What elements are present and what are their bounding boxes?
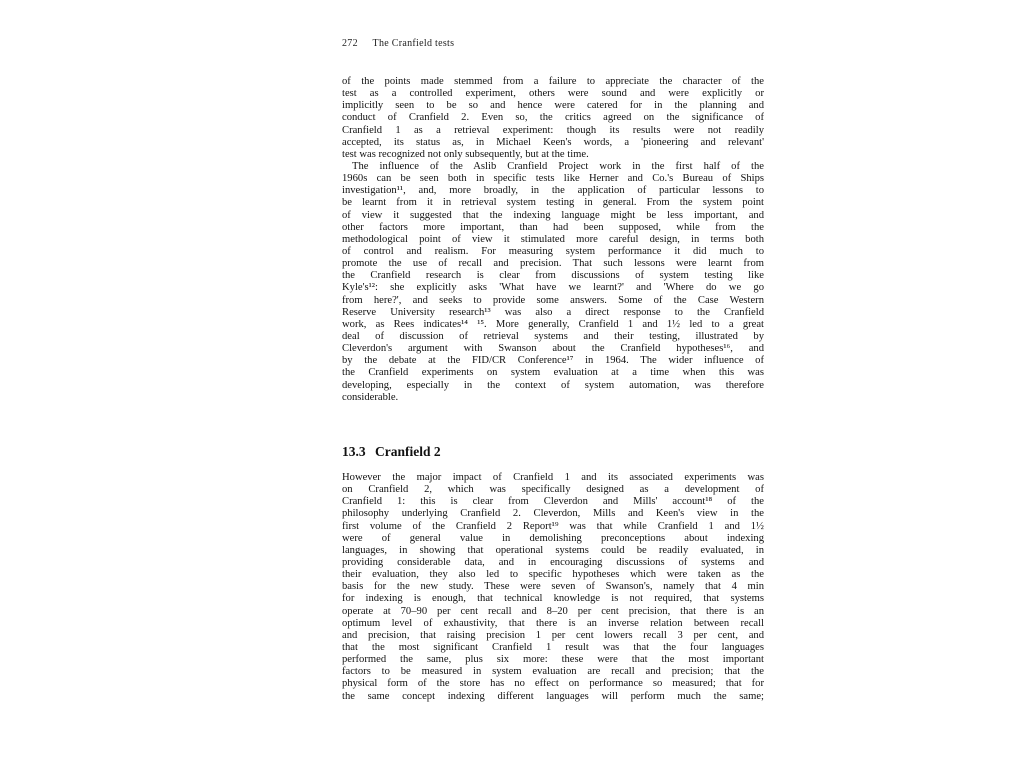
text-line: other factors more important, than had been supposed, while from the [342,221,764,233]
text-line: for indexing is enough, that technical knowledge is not required, that systems [342,593,764,605]
text-line: and precision, that raising precision 1 per cent lowers recall 3 per cent, and [342,629,764,641]
text-line: performed the same, plus six more: these were that the most important [342,654,764,666]
text-line: the Cranfield experiments on system evaluation at a time when this was [342,367,764,379]
text-line: that the most significant Cranfield 1 result was that the four languages [342,641,764,653]
text-line: of view it suggested that the indexing language might be less important, and [342,209,764,221]
text-line: physical form of the store has no effect on performance so measured; that for [342,678,764,690]
text-line: on Cranfield 2, which was specifically designed as a development of [342,484,764,496]
text-line: developing, especially in the context of system automation, was therefore [342,379,764,391]
text-line: test was recognized not only subsequently, but at the time. [342,148,589,160]
text-line: methodological point of view it stimulated more careful design, in terms both [342,233,764,245]
text-line: by the debate at the FID/CR Conference¹⁷ in 1964. The wider influence of [342,355,764,367]
text-line: languages, in showing that operational systems could be readily evaluated, in [342,544,764,556]
text-line: operate at 70–90 per cent recall and 8–20 per cent precision, that there is an [342,605,764,617]
text-line: Cranfield 1 as a retrieval experiment: though its results were not readily [342,124,764,136]
text-line: Cranfield 1: this is clear from Cleverdon and Mills' account¹⁸ of the [342,496,764,508]
text-line: Reserve University research¹³ was also a direct response to the Cranfield [342,306,764,318]
text-line: investigation¹¹, and, more broadly, in the application of particular lessons to [342,185,764,197]
text-line: promote the use of recall and precision. That such lessons were learnt from [342,258,764,270]
text-line: were of general value in demolishing preconceptions about indexing [342,532,764,544]
text-line: implicitly seen to be so and hence were catered for in the planning and [342,100,764,112]
section-number: 13.3 [342,444,366,459]
book-page [336,36,764,766]
text-line: of control and realism. For measuring system performance it did much to [342,245,764,257]
text-line: However the major impact of Cranfield 1 and its associated experiments was [342,472,764,483]
text-line: philosophy underlying Cranfield 2. Cleverdon, Mills and Keen's view in the [342,508,764,520]
text-line: their evaluation, they also led to specific hypotheses which were taken as the [342,569,764,581]
text-line: providing considerable data, and in encouraging discussions of systems and [342,556,764,568]
text-line: Kyle's¹²: she explicitly asks 'What have we learnt?' and 'Where do we go [342,282,764,294]
page-number: 272 [342,38,358,49]
text-line: test as a controlled experiment, others were sound and were explicitly or [342,88,764,100]
text-line: first volume of the Cranfield 2 Report¹⁹ was that while Cranfield 1 and 1½ [342,520,764,532]
text-line: the same concept indexing different languages will perform much the same; [342,690,764,702]
text-line: conduct of Cranfield 2. Even so, the critics agreed on the significance of [342,112,764,124]
text-line: The influence of the Aslib Cranfield Project work in the first half of the [352,160,764,172]
text-line: factors to be measured in system evaluation are recall and precision; that the [342,666,764,678]
running-title: The Cranfield tests [372,38,455,49]
text-line: optimum level of exhaustivity, that there is an inverse relation between recall [342,617,764,629]
text-line: the Cranfield research is clear from discussions of system testing like [342,270,764,282]
paragraph-1 [342,76,764,161]
text-line: deal of discussion of retrieval systems and their testing, illustrated by [342,330,764,342]
text-line: basis for the new study. These were seven of Swanson's, namely that 4 min [342,581,764,593]
section-title: Cranfield 2 [375,444,441,459]
text-line: Cleverdon's argument with Swanson about the Cranfield hypotheses¹⁶, and [342,343,764,355]
text-line: considerable. [342,391,399,403]
section-heading [342,444,441,460]
body-text-bottom [342,472,764,703]
running-head [342,38,454,49]
body-text-top [342,76,764,404]
text-line: from here?', and seeks to provide some answers. Some of the Case Western [342,294,764,306]
text-line: work, as Rees indicates¹⁴ ¹⁵. More generally, Cranfield 1 and 1½ led to a great [342,318,764,330]
text-line: accepted, its status as, in Michael Keen's words, a 'pioneering and relevant' [342,136,764,148]
text-line: be learnt from it in retrieval system testing in general. From the system point [342,197,764,209]
paragraph-2 [342,161,764,404]
text-line: of the points made stemmed from a failure to appreciate the character of the [342,76,764,87]
text-line: 1960s can be seen both in specific tests like Herner and Co.'s Bureau of Ships [342,173,764,185]
paragraph-3 [342,472,764,703]
